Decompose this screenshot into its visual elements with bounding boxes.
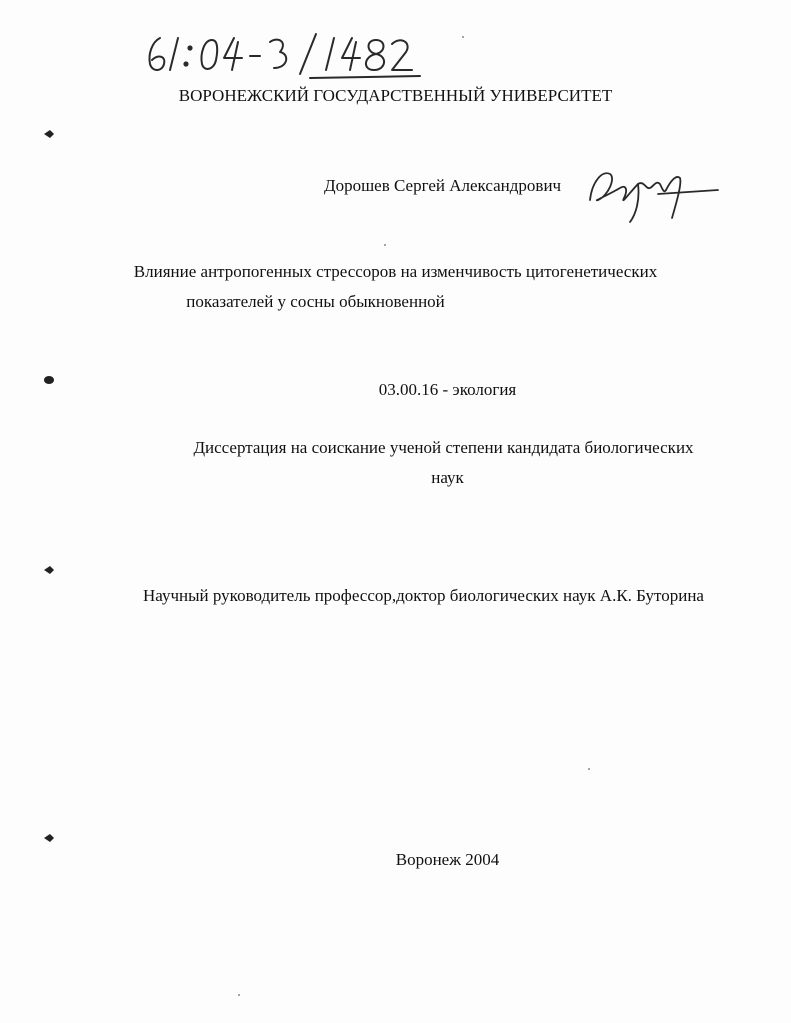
punch-mark-icon — [42, 374, 56, 386]
degree-line-2: наук — [431, 468, 464, 487]
author-signature — [580, 160, 720, 230]
scientific-supervisor: Научный руководитель профессор,доктор биологических наук А.К. Буторина — [143, 586, 704, 605]
title-line-2: показателей у сосны обыкновенной — [186, 292, 445, 311]
scan-speck — [384, 244, 386, 246]
scan-speck — [588, 768, 590, 770]
punch-mark-icon — [42, 832, 56, 844]
punch-mark-icon — [42, 564, 56, 576]
title-line-1: Влияние антропогенных стрессоров на изменчивость цитогенетических — [133, 262, 658, 281]
scan-speck — [238, 994, 240, 996]
specialty: 03.00.16 - экология — [378, 380, 517, 399]
scan-speck — [462, 36, 464, 38]
author-name: Дорошев Сергей Александрович — [324, 176, 562, 195]
degree-line-1: Диссертация на соискание ученой степени кандидата биологических — [193, 438, 694, 457]
university-name: ВОРОНЕЖСКИЙ ГОСУДАРСТВЕННЫЙ УНИВЕРСИТЕТ — [178, 86, 613, 105]
city-year: Воронеж 2004 — [395, 850, 500, 869]
handwritten-archive-code — [120, 24, 440, 84]
punch-mark-icon — [42, 128, 56, 140]
